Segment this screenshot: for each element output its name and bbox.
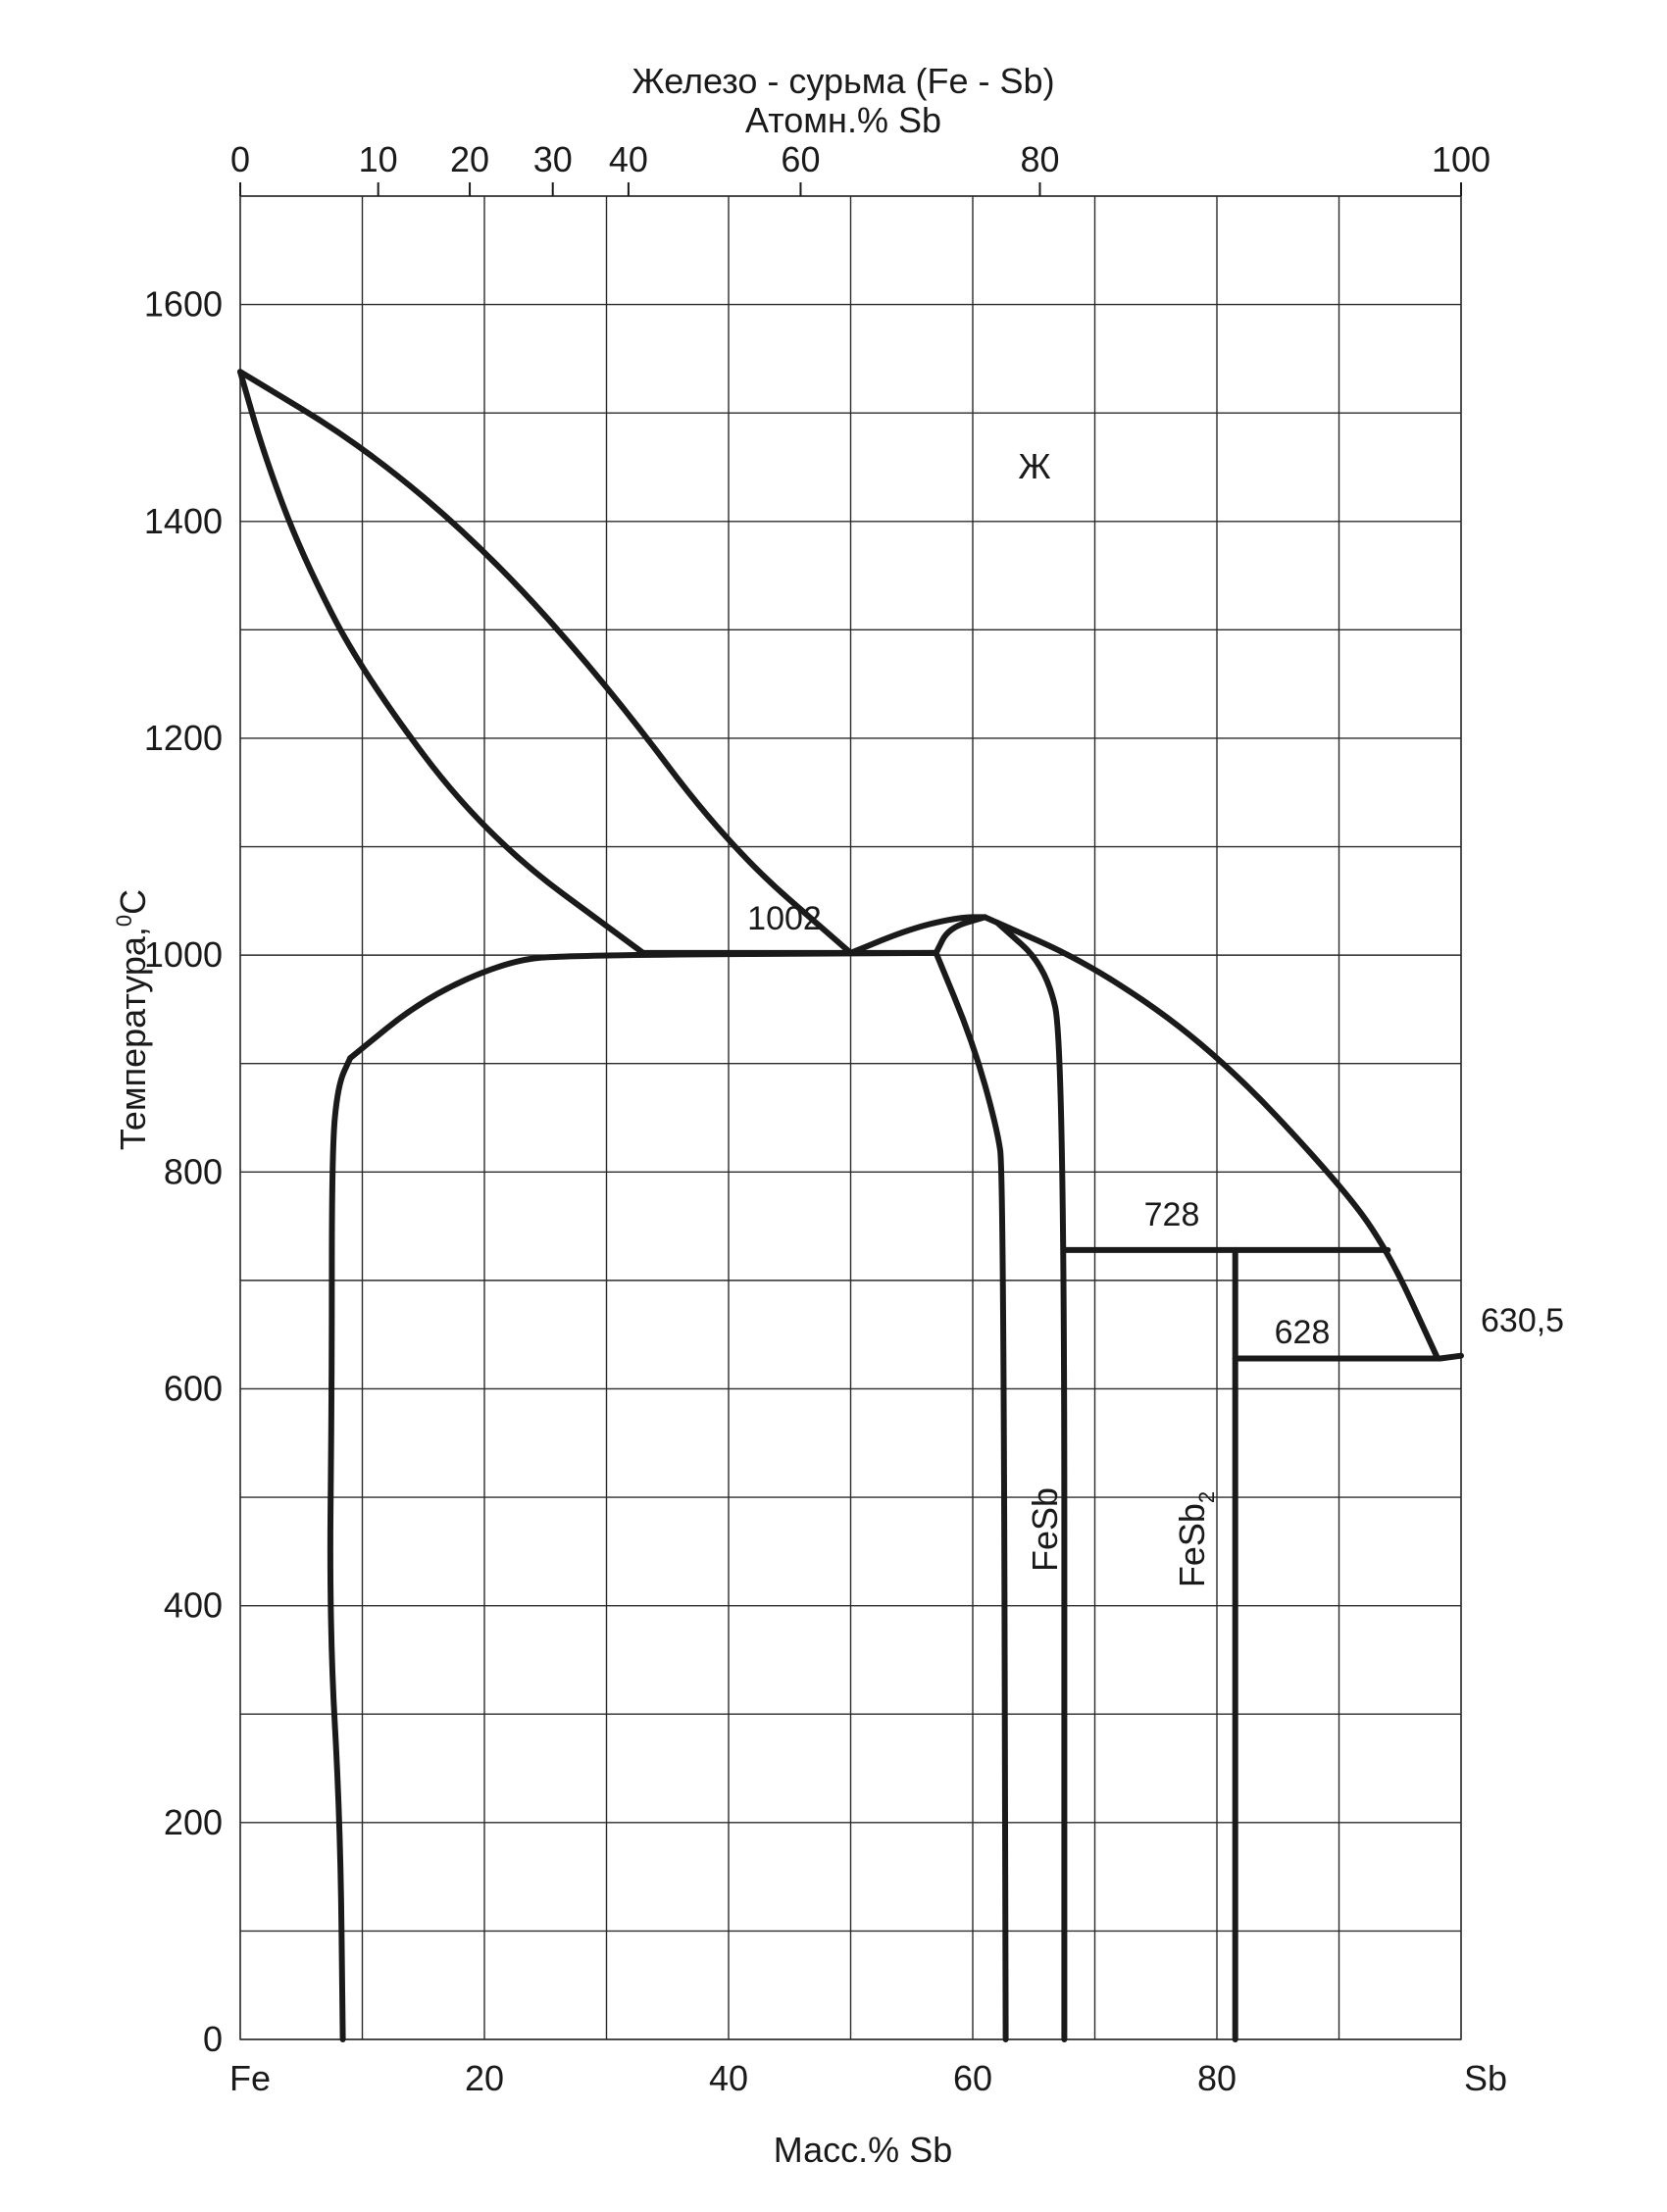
curve-liquidus-fe <box>240 372 851 953</box>
top-tick-label: 100 <box>1431 139 1491 179</box>
y-tick-label: 400 <box>163 1584 223 1626</box>
top-tick-label: 60 <box>781 139 821 179</box>
bottom-tick-label: 60 <box>952 2058 993 2098</box>
top-tick-label: 80 <box>1020 139 1060 179</box>
top-axis-label: Атомн.% Sb <box>744 100 942 140</box>
label-fesb-text: FeSb <box>1025 1486 1065 1573</box>
label-fesb2-sub: 2 <box>1194 1490 1219 1504</box>
top-tick-label: 0 <box>229 139 251 179</box>
label-fesb2 <box>1172 1491 1219 1587</box>
bottom-tick-label: 40 <box>708 2058 749 2098</box>
curve-liquidus-sb <box>985 917 1437 1356</box>
top-tick-label: 10 <box>358 139 398 179</box>
bottom-tick-label: Fe <box>228 2058 272 2098</box>
bottom-tick-label: Sb <box>1463 2058 1508 2098</box>
label-628: 628 <box>1274 1314 1331 1351</box>
diagram-title: Железо - сурьма (Fe - Sb) <box>631 61 1055 101</box>
y-tick-label: 1400 <box>143 500 223 541</box>
bottom-axis-ticks <box>229 2058 1507 2098</box>
label-fesb <box>1025 1487 1065 1572</box>
top-axis-ticks <box>230 139 1490 196</box>
y-tick-label: 1600 <box>143 283 223 325</box>
y-axis-ticks <box>144 284 223 2059</box>
bottom-axis-label: Масс.% Sb <box>773 2130 953 2170</box>
y-axis-label <box>112 889 153 1150</box>
label-fesb2-base: FeSb <box>1172 1503 1212 1588</box>
label-1002: 1002 <box>747 900 822 937</box>
y-axis-unit: C <box>113 888 153 915</box>
curve-sb-end <box>1440 1356 1461 1359</box>
label-728: 728 <box>1143 1196 1200 1233</box>
y-axis-label-text: Температура, <box>113 927 153 1151</box>
label-630-5: 630,5 <box>1481 1302 1565 1339</box>
top-tick-label: 20 <box>450 139 490 179</box>
top-tick-label: 30 <box>532 139 573 179</box>
y-tick-label: 1200 <box>143 717 223 758</box>
y-tick-label: 0 <box>202 2019 223 2059</box>
y-tick-label: 600 <box>163 1368 223 1409</box>
bottom-tick-label: 80 <box>1196 2058 1238 2098</box>
top-tick-label: 40 <box>608 139 648 179</box>
y-tick-label: 800 <box>163 1151 223 1192</box>
label-liquid: Ж <box>1018 446 1051 486</box>
y-axis-unit-sup: 0 <box>112 914 136 928</box>
curve-fesb-phase-left <box>936 953 1006 2039</box>
bottom-tick-label: 20 <box>464 2058 505 2098</box>
y-tick-label: 200 <box>163 1801 223 1842</box>
curve-solvus-fe <box>350 953 936 1058</box>
curve-alpha-boundary <box>330 1058 350 2039</box>
y-tick-label: 1000 <box>143 934 223 976</box>
